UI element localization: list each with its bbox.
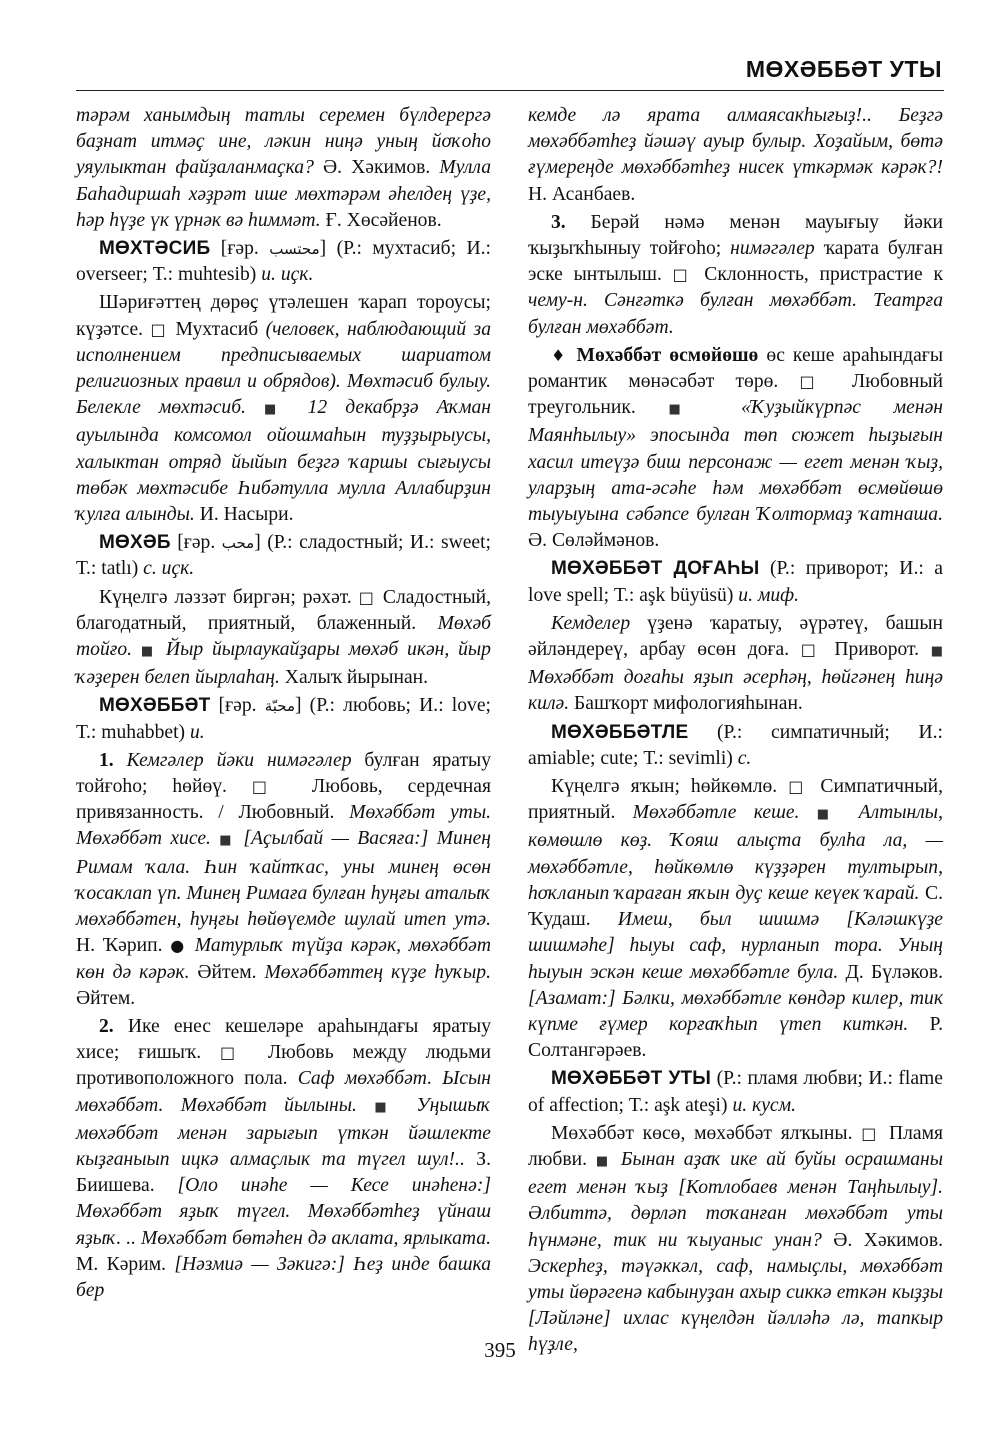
definition — [528, 611, 943, 718]
page-number: 395 — [484, 1338, 516, 1362]
box-icon: □ — [799, 372, 831, 392]
source-author: Халыҡ йырынан. — [279, 667, 429, 689]
object-label: Кемгәлер йәки нимәгәлер — [113, 749, 352, 771]
source-author: Р. Солтангәрәев. — [528, 1013, 943, 1062]
sense-number: 1. — [99, 749, 114, 771]
headword: МӨХӘББӘТ УТЫ — [551, 1068, 712, 1090]
source-label: Әйтем. — [189, 961, 265, 983]
headword: МӨХӘББӘТ ДОҒАҺЫ — [551, 558, 760, 580]
translations: (Р.: приворот; И.: a love spell; Т.: aşk büyüsü) — [528, 558, 943, 606]
grammar-label: с. — [737, 747, 752, 769]
sense-1 — [76, 748, 491, 1012]
translations: ] (Р.: любовь; И.: love; Т.: muhabbet) — [76, 695, 491, 743]
russian-gloss: Симпатичный, приятный. — [528, 776, 943, 824]
sense-3 — [528, 210, 943, 341]
headword: МӨХӘББӘТ — [99, 695, 211, 717]
box-icon: □ — [358, 587, 376, 607]
example-text: (человек, наблюдающий за исполнением предписываемых шариатом религиозных правил и обрядов). Мөхтәсиб булыу. Белекле мөхтәсиб. — [76, 318, 491, 419]
square-icon: ■ — [219, 833, 236, 849]
square-icon: ■ — [930, 644, 943, 660]
russian-gloss: Мухтасиб — [168, 318, 266, 340]
proverb-text: Матурлыҡ түйҙа кәрәк, мөхәббәт көн дә кәрәк. — [76, 935, 491, 983]
example-text: [Аҫылбай — Васяға:] Минең Римам ҡала. Һин ҡайтҡас, уны минең өсөн ҡосаклап үп. Минең Римаға булған һуңғы аталыҡ мөхәббәтен, һуңғы һөйөүемде шулай итеп утә. — [76, 828, 491, 931]
box-icon: □ — [672, 265, 694, 285]
example-text: Бынан аҙаҡ ике ай буйы осрашманы егет менән ҡыҙ [Котлобаев менән Таңһылыу]. — [528, 1148, 943, 1199]
source-author: Н. Асанбаев. — [528, 183, 636, 205]
sense-number: 2. — [99, 1015, 114, 1037]
translations: ] (Р.: сладостный; И.: sweet; Т.: tatlı) — [76, 532, 491, 580]
headword: МӨХТӘСИБ — [99, 238, 211, 260]
example-text: «Ҡуҙыйкүрпәс менән Маянһылыу» эпосында төп сюжет һыҙығын хасил итеүҙә биш персонаж — егет менән ҡыҙ, уларҙың ата-әсәһе һәм мөхәббәт өсмөйөшө тыуыуына сәбәпсе булған Ҡолтормаҙ ҡатнаша. — [528, 397, 943, 526]
phrase-love-triangle — [528, 343, 943, 555]
square-icon: ■ — [140, 644, 158, 660]
definition-text: булған яратыу тойғоһо; һөйөү. — [76, 749, 491, 798]
definition-text: Берәй нәмә менән мауығыу йәки ҡыҙыҡһыныу тойғоһо; — [528, 211, 943, 260]
source-author: Ә. Хәкимов. — [821, 1229, 943, 1251]
example-text: кемде лә ярата алмаясакһығыҙ!.. Беҙгә мөхәббәтһеҙ йәшәү ауыр булыр. Хоҙайым, бөтә ғүмереңде мөхәббәтһеҙ нисек үткәрмәк кәрәк?! — [528, 105, 943, 179]
definition-text: Мөхәббәт көсө, мөхәббәт ялҡыны. — [551, 1122, 862, 1144]
headword: МӨХӘББӘТЛЕ — [551, 721, 689, 743]
definition — [528, 774, 943, 1064]
definition — [76, 290, 491, 528]
translations: (Р.: симпатичный; И.: amiable; cute; Т.: sevimli) — [528, 721, 943, 769]
grammar-label: и. миф. — [738, 584, 799, 606]
object-label: Кемделер — [551, 612, 631, 634]
example-text: чему-н. Сәнғәткә булған мөхәббәт. Театрға булған мөхәббәт. — [528, 290, 943, 338]
russian-gloss: Любовь между людьми противоположного пола. — [76, 1042, 491, 1090]
example-text: [Азамат:] Бәлки, мөхәббәтле көндәр килер, тик күпме ғүмер корғаҡһып үтеп киткән. — [528, 987, 943, 1035]
example-text: Мөхәббәт уты. Мөхәббәт хисе. — [76, 802, 491, 850]
example-text: Мөхәб тойғо. — [76, 612, 491, 661]
square-icon: ■ — [595, 1153, 613, 1169]
example-text: Имеш, был шишмә [Кәләшкүҙе шишмәһе] һыуы саф, нурланып тора. Уның һыуын эскән кеше мөхәббәтле була. — [528, 909, 943, 983]
dot-icon: ● — [170, 936, 188, 956]
example-text: тәрәм ханымдың татлы серемен бүлдерергә баҙнат итмәҫ ине, ләкин ниңә уның йоҡоһо уяулыктан файҙаланмаҫка? — [76, 105, 491, 179]
continued-paragraph — [528, 103, 943, 208]
example-text: Мөхәббәтле кеше. — [632, 802, 800, 824]
example-text: Мулла Баһадиршаһ хәҙрәт ише мөхтәрәм әһелдең үҙе, һәр һүҙе үк үрнәк вә һиммәт. — [76, 157, 492, 231]
source-author: Ә. Сөләймәнов. — [528, 530, 660, 552]
source-author: С. Ҡудаш. — [528, 882, 943, 931]
definition-text: өс кеше араһындағы романтик мөнәсәбәт төрө. — [528, 344, 943, 393]
left-column — [76, 103, 491, 1306]
definition — [76, 585, 491, 692]
diamond-icon: ♦ — [551, 345, 569, 365]
box-icon: □ — [219, 1043, 249, 1063]
entry-muhab — [76, 530, 491, 582]
translations: ] (Р.: мухтасиб; И.: overseer; Т.: muhtesib) — [76, 238, 491, 286]
etymology-open: [ғәр. — [210, 695, 265, 717]
russian-gloss: Склонность, пристрастие к — [693, 264, 943, 286]
example-text: Йыр йырлаукайҙары мөхәб икән, йыр ҡәҙерен белеп йырлаһаң. — [76, 639, 491, 689]
source-author: М. Кәрим. — [76, 1253, 175, 1275]
definition-text: Шәриғәттең дөрөҫ үтәлешен ҡарап тороусы; күҙәтсе. — [76, 292, 491, 340]
source-label: Башҡорт мифологияһынан. — [569, 693, 803, 715]
grammar-label: с. иҫк. — [143, 558, 195, 580]
grammar-label: и. — [189, 721, 205, 743]
russian-gloss: Сладостный, благодатный, приятный, блаженный. — [76, 586, 491, 634]
russian-gloss: Пламя любви. — [528, 1122, 943, 1170]
definition-text: Күңелгә ләззәт биргән; рәхәт. — [99, 586, 359, 608]
sense-2 — [76, 1014, 491, 1304]
example-text: 12 декабрҙә Аҡман ауылында комсомол ойошмаһын туҙҙырыусы, халыктан отряд йыйып беҙгә ҡаршы сығыусы төбәк мөхтәсибе Һибәтулла мулла Аллабирҙин ҡулға алынды. — [76, 397, 491, 526]
russian-gloss: Любовный треугольник. — [528, 371, 943, 419]
source-label: Әйтем. — [76, 987, 136, 1009]
source-author: Н. Ҡәрип. — [76, 935, 171, 957]
definition — [528, 1121, 943, 1359]
etymology-open: [ғәр. — [210, 238, 270, 260]
header-rule — [76, 90, 944, 91]
square-icon: ■ — [374, 1099, 400, 1115]
example-text: Алтынлы, көмөшлө көҙ. Ҡояш алыҫта булһа ла, — мөхәббәтле, һөйкөмлө күҙҙәрен тултырып, һоҡланып ҡараған яҡын дуҫ кеше кеүек ҡарай. — [528, 802, 943, 904]
definition-text: ҡарата булған эске ынтылыш. — [528, 238, 943, 286]
definition-text: Күңелгә яҡын; һөйкөмлө. — [551, 776, 789, 798]
square-icon: ■ — [668, 402, 709, 418]
box-icon: □ — [150, 319, 169, 339]
square-icon: ■ — [816, 807, 842, 823]
grammar-label: и. иҫк. — [261, 264, 314, 286]
russian-gloss: Любовь, сердечная привязанность. / Любовный. — [76, 776, 491, 824]
example-text: [Оло инәһе — Кесе инәһенә:] Мөхәббәт яҙыҡ түгел. Мөхәббәтһеҙ үйнаш яҙыҡ. .. Мөхәббәт бөтәһен дә аклата, ярлыката. — [76, 1175, 492, 1249]
arabic-script: محب — [221, 534, 255, 553]
example-text: Эскерһеҙ, тәүәккәл, саф, намыҫлы, мөхәббәт уты йөрәгенә кабынуҙан ахыр сиккә еткән кыҙҙы [Ләйләне] ихлас күңелдән йәлләһә лә, тапкыр һүҙле, — [528, 1255, 943, 1356]
box-icon: □ — [251, 777, 287, 797]
arabic-script: محتسب — [269, 240, 320, 259]
definition-text: Ике енес кешеләре араһындағы яратыу хисе; ғишыҡ. — [76, 1015, 491, 1064]
square-icon: ■ — [264, 402, 290, 418]
source-author: Ә. Хәкимов. — [313, 157, 440, 179]
source-author: И. Насыри. — [194, 504, 294, 526]
entry-muhtasib — [76, 236, 491, 288]
example-text: Мөхәббәт доғаһы яҙып әсерһәң, һөйгәнең һиңә килә. — [528, 667, 943, 715]
object-label: нимәгәлер — [730, 238, 815, 260]
right-column — [528, 103, 943, 1361]
sense-number: 3. — [551, 211, 566, 233]
source-author: Ғ. Хөсәйенов. — [320, 209, 442, 231]
example-text: Уңышыҡ мөхәббәт менән зарығып үткән йәшлекте кыҙғаныып ицкә алмаҫлык та түгел шул!.. — [76, 1094, 491, 1170]
source-author: З. Биишева. — [76, 1148, 491, 1197]
entry-muhabbat — [76, 693, 491, 745]
box-icon: □ — [800, 640, 823, 660]
entry-amiable — [528, 720, 943, 772]
running-head: МӨХӘББӘТ УТЫ — [745, 56, 942, 82]
headword: МӨХӘБ — [99, 532, 171, 554]
phrase-headword: Мөхәббәт өсмөйөшө — [576, 344, 759, 366]
etymology-open: [ғәр. — [170, 532, 222, 554]
entry-love-spell — [528, 556, 943, 608]
example-text: Әлбиттә, дөрләп тоҡанған мөхәббәт уты һүнмәне, тик ни ҡыуаныс унан? — [528, 1203, 943, 1251]
grammar-label: и. кусм. — [732, 1094, 796, 1116]
translations: (Р.: пламя любви; И.: flame of affection; Т.: aşk ateşi) — [528, 1068, 943, 1116]
continued-paragraph — [76, 103, 491, 234]
entry-flame-of-love — [528, 1066, 943, 1118]
russian-gloss: Приворот. — [822, 639, 931, 661]
definition-text: үҙенә ҡаратыу, әүрәтеү, башын әйләндереү, арбау өсөн доға. — [528, 612, 943, 661]
source-author: Д. Бүләков. — [838, 961, 943, 983]
box-icon: □ — [861, 1123, 881, 1143]
example-text: [Нәзмиә — Зәкигә:] Һеҙ инде башка бер — [76, 1253, 491, 1301]
example-text: Саф мөхәббәт. Ысын мөхәббәт. Мөхәббәт йылыны. — [76, 1068, 491, 1116]
box-icon: □ — [788, 777, 810, 797]
arabic-script: محبّة — [264, 697, 295, 716]
proverb-text: Мөхәббәттең күҙе һуҡыр. — [264, 961, 491, 983]
